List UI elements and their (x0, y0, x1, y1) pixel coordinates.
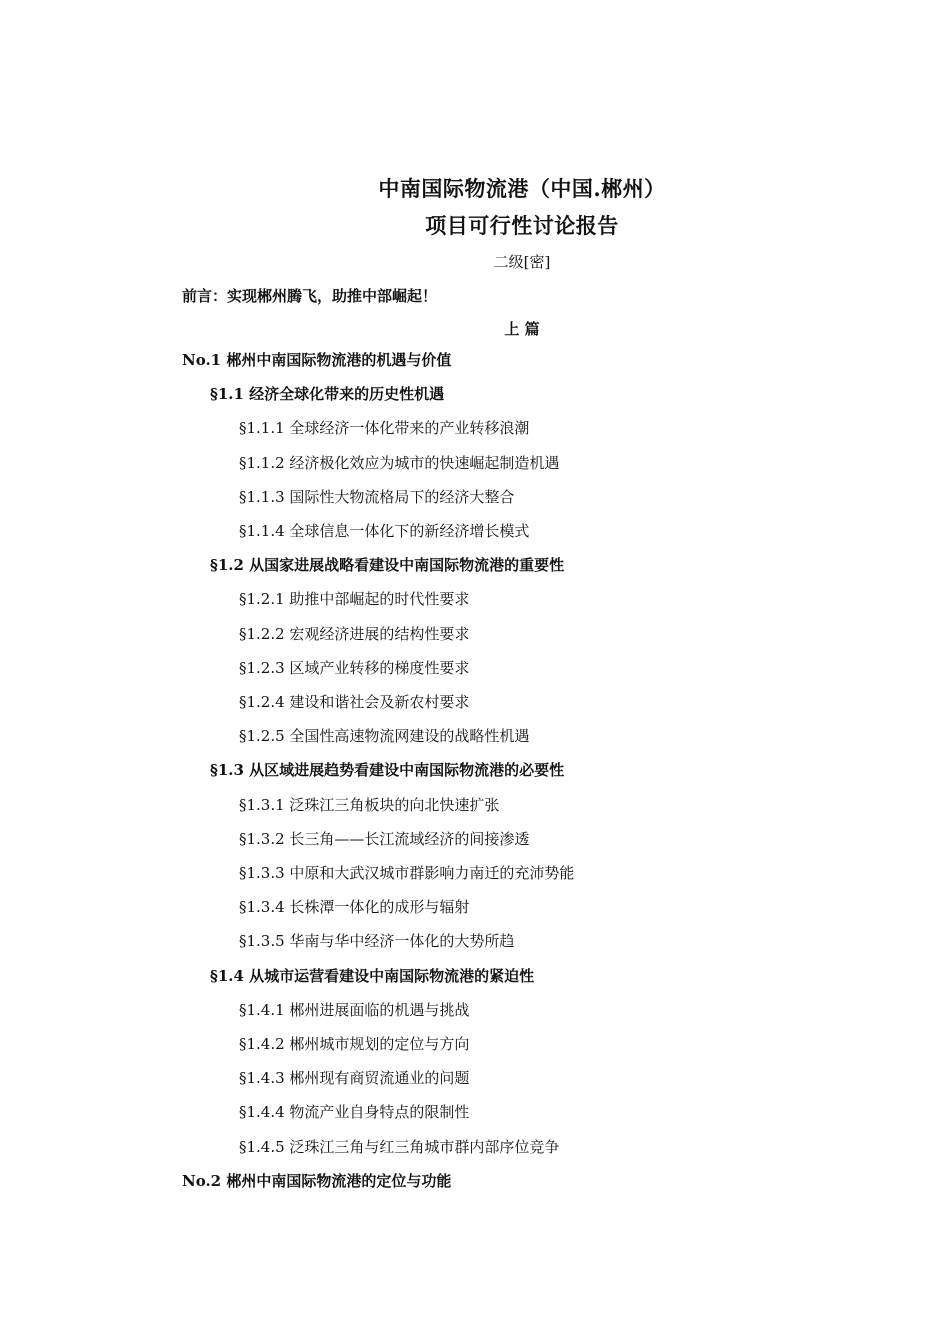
toc-entry-level3: §1.1.4 全球信息一体化下的新经济增长模式 (239, 522, 530, 540)
toc-entry-level3: §1.2.2 宏观经济进展的结构性要求 (239, 624, 470, 643)
toc-entry-level3: §1.3.2 长三角——长江流域经济的间接渗透 (239, 829, 530, 848)
toc-entry-level3: §1.2.4 建设和谐社会及新农村要求 (239, 693, 470, 711)
toc-entry-level3: §1.2.3 区域产业转移的梯度性要求 (239, 658, 470, 677)
toc-entry-level3: §1.3.3 中原和大武汉城市群影响力南迁的充沛势能 (239, 864, 575, 882)
toc-entry-level3: §1.4.1 郴州进展面临的机遇与挑战 (239, 1000, 470, 1019)
part-heading: 上 篇 (504, 320, 540, 338)
toc-entry-level1: No.1 郴州中南国际物流港的机遇与价值 (182, 351, 452, 369)
toc-entry-level3: §1.3.1 泛珠江三角板块的向北快速扩张 (239, 795, 500, 814)
toc-entry-level2: §1.4 从城市运营看建设中南国际物流港的紧迫性 (210, 966, 535, 985)
toc-entry-level3: §1.2.5 全国性高速物流网建设的战略性机遇 (239, 727, 530, 746)
document-title-line2: 项目可行性讨论报告 (425, 213, 619, 238)
preface-heading: 前言：实现郴州腾飞，助推中部崛起！ (182, 287, 438, 305)
toc-entry-level2: §1.1 经济全球化带来的历史性机遇 (210, 385, 445, 404)
toc-entry-level3: §1.1.1 全球经济一体化带来的产业转移浪潮 (239, 419, 530, 438)
toc-entry-level3: §1.4.2 郴州城市规划的定位与方向 (239, 1035, 470, 1053)
toc-entry-level3: §1.2.1 助推中部崛起的时代性要求 (239, 590, 470, 609)
document-title-line1: 中南国际物流港（中国.郴州） (378, 176, 666, 201)
toc-entry-level3: §1.1.3 国际性大物流格局下的经济大整合 (239, 487, 515, 506)
toc-entry-level2: §1.3 从区域进展趋势看建设中南国际物流港的必要性 (210, 761, 565, 780)
toc-entry-level3: §1.4.4 物流产业自身特点的限制性 (239, 1103, 470, 1122)
toc-entry-level3: §1.4.3 郴州现有商贸流通业的问题 (239, 1069, 470, 1088)
toc-entry-level3: §1.3.4 长株潭一体化的成形与辐射 (239, 898, 470, 917)
toc-entry-level3: §1.4.5 泛珠江三角与红三角城市群内部序位竞争 (239, 1137, 560, 1156)
toc-entry-level1: No.2 郴州中南国际物流港的定位与功能 (182, 1171, 452, 1190)
toc-entry-level3: §1.1.2 经济极化效应为城市的快速崛起制造机遇 (239, 453, 560, 472)
toc-entry-level3: §1.3.5 华南与华中经济一体化的大势所趋 (239, 932, 515, 951)
toc-entry-level2: §1.2 从国家进展战略看建设中南国际物流港的重要性 (210, 556, 565, 575)
classification-label: 二级[密] (493, 253, 551, 271)
